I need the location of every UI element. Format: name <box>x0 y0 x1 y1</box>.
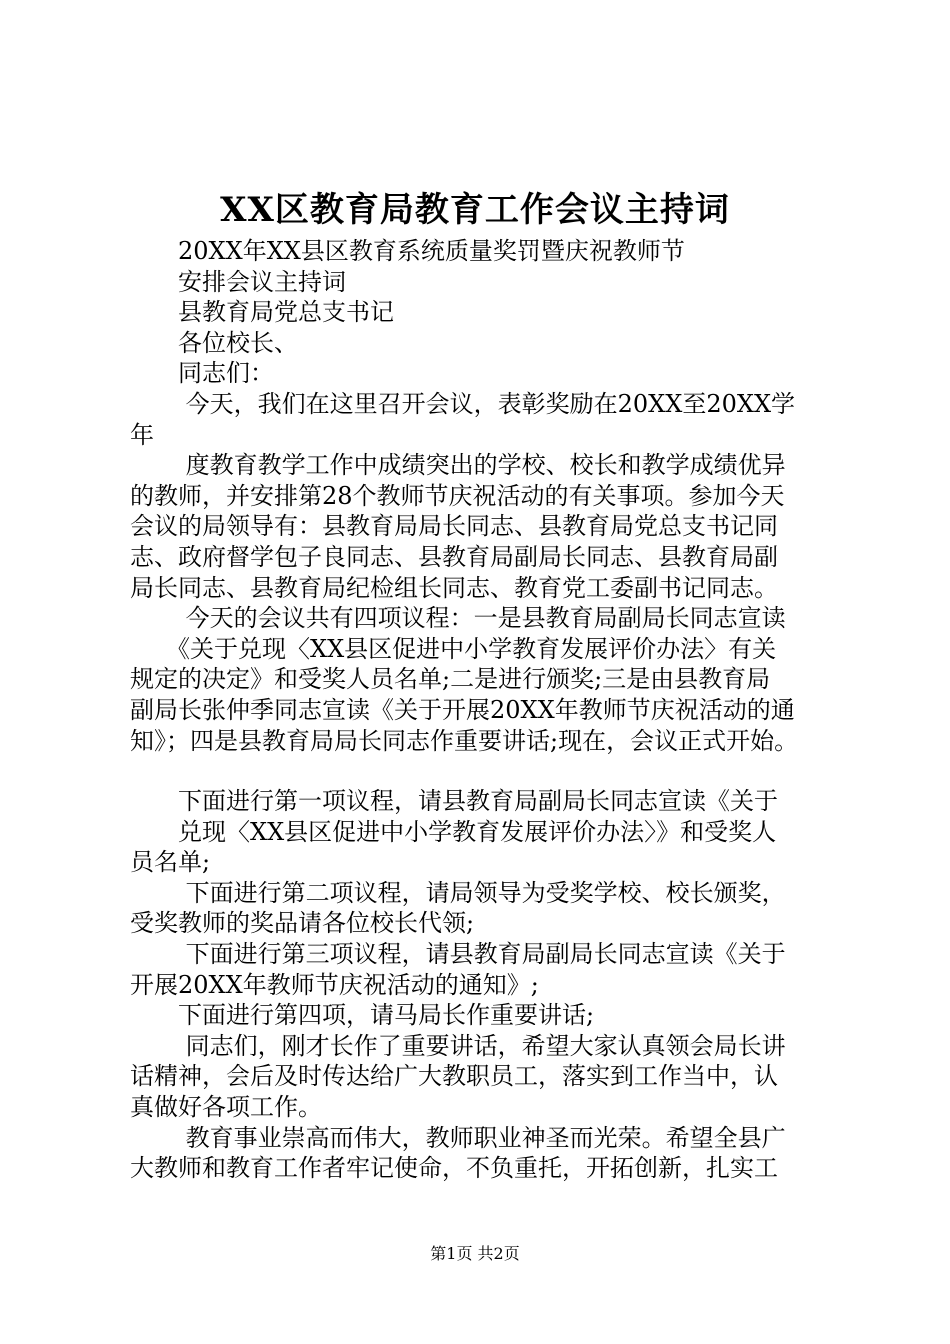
text-line: 大教师和教育工作者牢记使命，不负重托，开拓创新，扎实工 <box>130 1154 778 1183</box>
text-line: 同志们，刚才长作了重要讲话，希望大家认真领会局长讲 <box>130 1031 786 1060</box>
text-line: 知》；四是县教育局局长同志作重要讲话;现在，会议正式开始。 <box>130 726 799 755</box>
text-line: 兑现〈XX县区促进中小学教育发展评价办法〉》和受奖人 <box>130 817 777 846</box>
text-line: 下面进行第三项议程，请县教育局副局长同志宣读《关于 <box>130 940 786 969</box>
text-line: 下面进行第一项议程，请县教育局副局长同志宣读《关于 <box>130 787 778 816</box>
text-line: 开展20XX年教师节庆祝活动的通知》; <box>130 970 539 999</box>
text-line: 受奖教师的奖品请各位校长代领; <box>130 909 475 938</box>
text-line: 副局长张仲季同志宣读《关于开展20XX年教师节庆祝活动的通 <box>130 695 795 724</box>
text-line: 《关于兑现〈XX县区促进中小学教育发展评价办法〉有关 <box>130 634 777 663</box>
text-line: 年 <box>130 420 154 449</box>
text-line: 话精神，会后及时传达给广大教职员工，落实到工作当中，认 <box>130 1062 778 1091</box>
text-line: 规定的决定》和受奖人员名单;二是进行颁奖;三是由县教育局 <box>130 665 771 694</box>
document-body <box>130 236 850 1184</box>
text-line: 下面进行第二项议程，请局领导为受奖学校、校长颁奖， <box>130 878 786 907</box>
text-line: 的教师，并安排第28个教师节庆祝活动的有关事项。参加今天 <box>130 481 785 510</box>
text-line: 同志们： <box>130 359 274 388</box>
text-line: 各位校长、 <box>130 328 298 357</box>
text-line: 今天的会议共有四项议程：一是县教育局副局长同志宣读 <box>130 604 786 633</box>
document-title: XX区教育局教育工作会议主持词 <box>220 190 730 230</box>
text-line: 安排会议主持词 <box>130 267 346 296</box>
text-line: 教育事业崇高而伟大，教师职业神圣而光荣。希望全县广 <box>130 1123 786 1152</box>
text-line: 下面进行第四项，请马局长作重要讲话; <box>130 1001 595 1030</box>
text-line: 度教育教学工作中成绩突出的学校、校长和教学成绩优异 <box>130 451 786 480</box>
paragraph-gap <box>130 756 850 786</box>
text-line: 真做好各项工作。 <box>130 1093 322 1122</box>
page-footer: 第1页 共2页 <box>430 1244 520 1263</box>
text-line: 县教育局党总支书记 <box>130 298 394 327</box>
text-line: 志、政府督学包子良同志、县教育局副局长同志、县教育局副 <box>130 542 778 571</box>
text-line: 今天，我们在这里召开会议，表彰奖励在20XX至20XX学 <box>130 389 796 418</box>
text-line: 会议的局领导有：县教育局局长同志、县教育局党总支书记同 <box>130 512 778 541</box>
text-line: 局长同志、县教育局纪检组长同志、教育党工委副书记同志。 <box>130 573 778 602</box>
text-line: 20XX年XX县区教育系统质量奖罚暨庆祝教师节 <box>130 237 685 265</box>
text-line: 员名单; <box>130 848 211 877</box>
